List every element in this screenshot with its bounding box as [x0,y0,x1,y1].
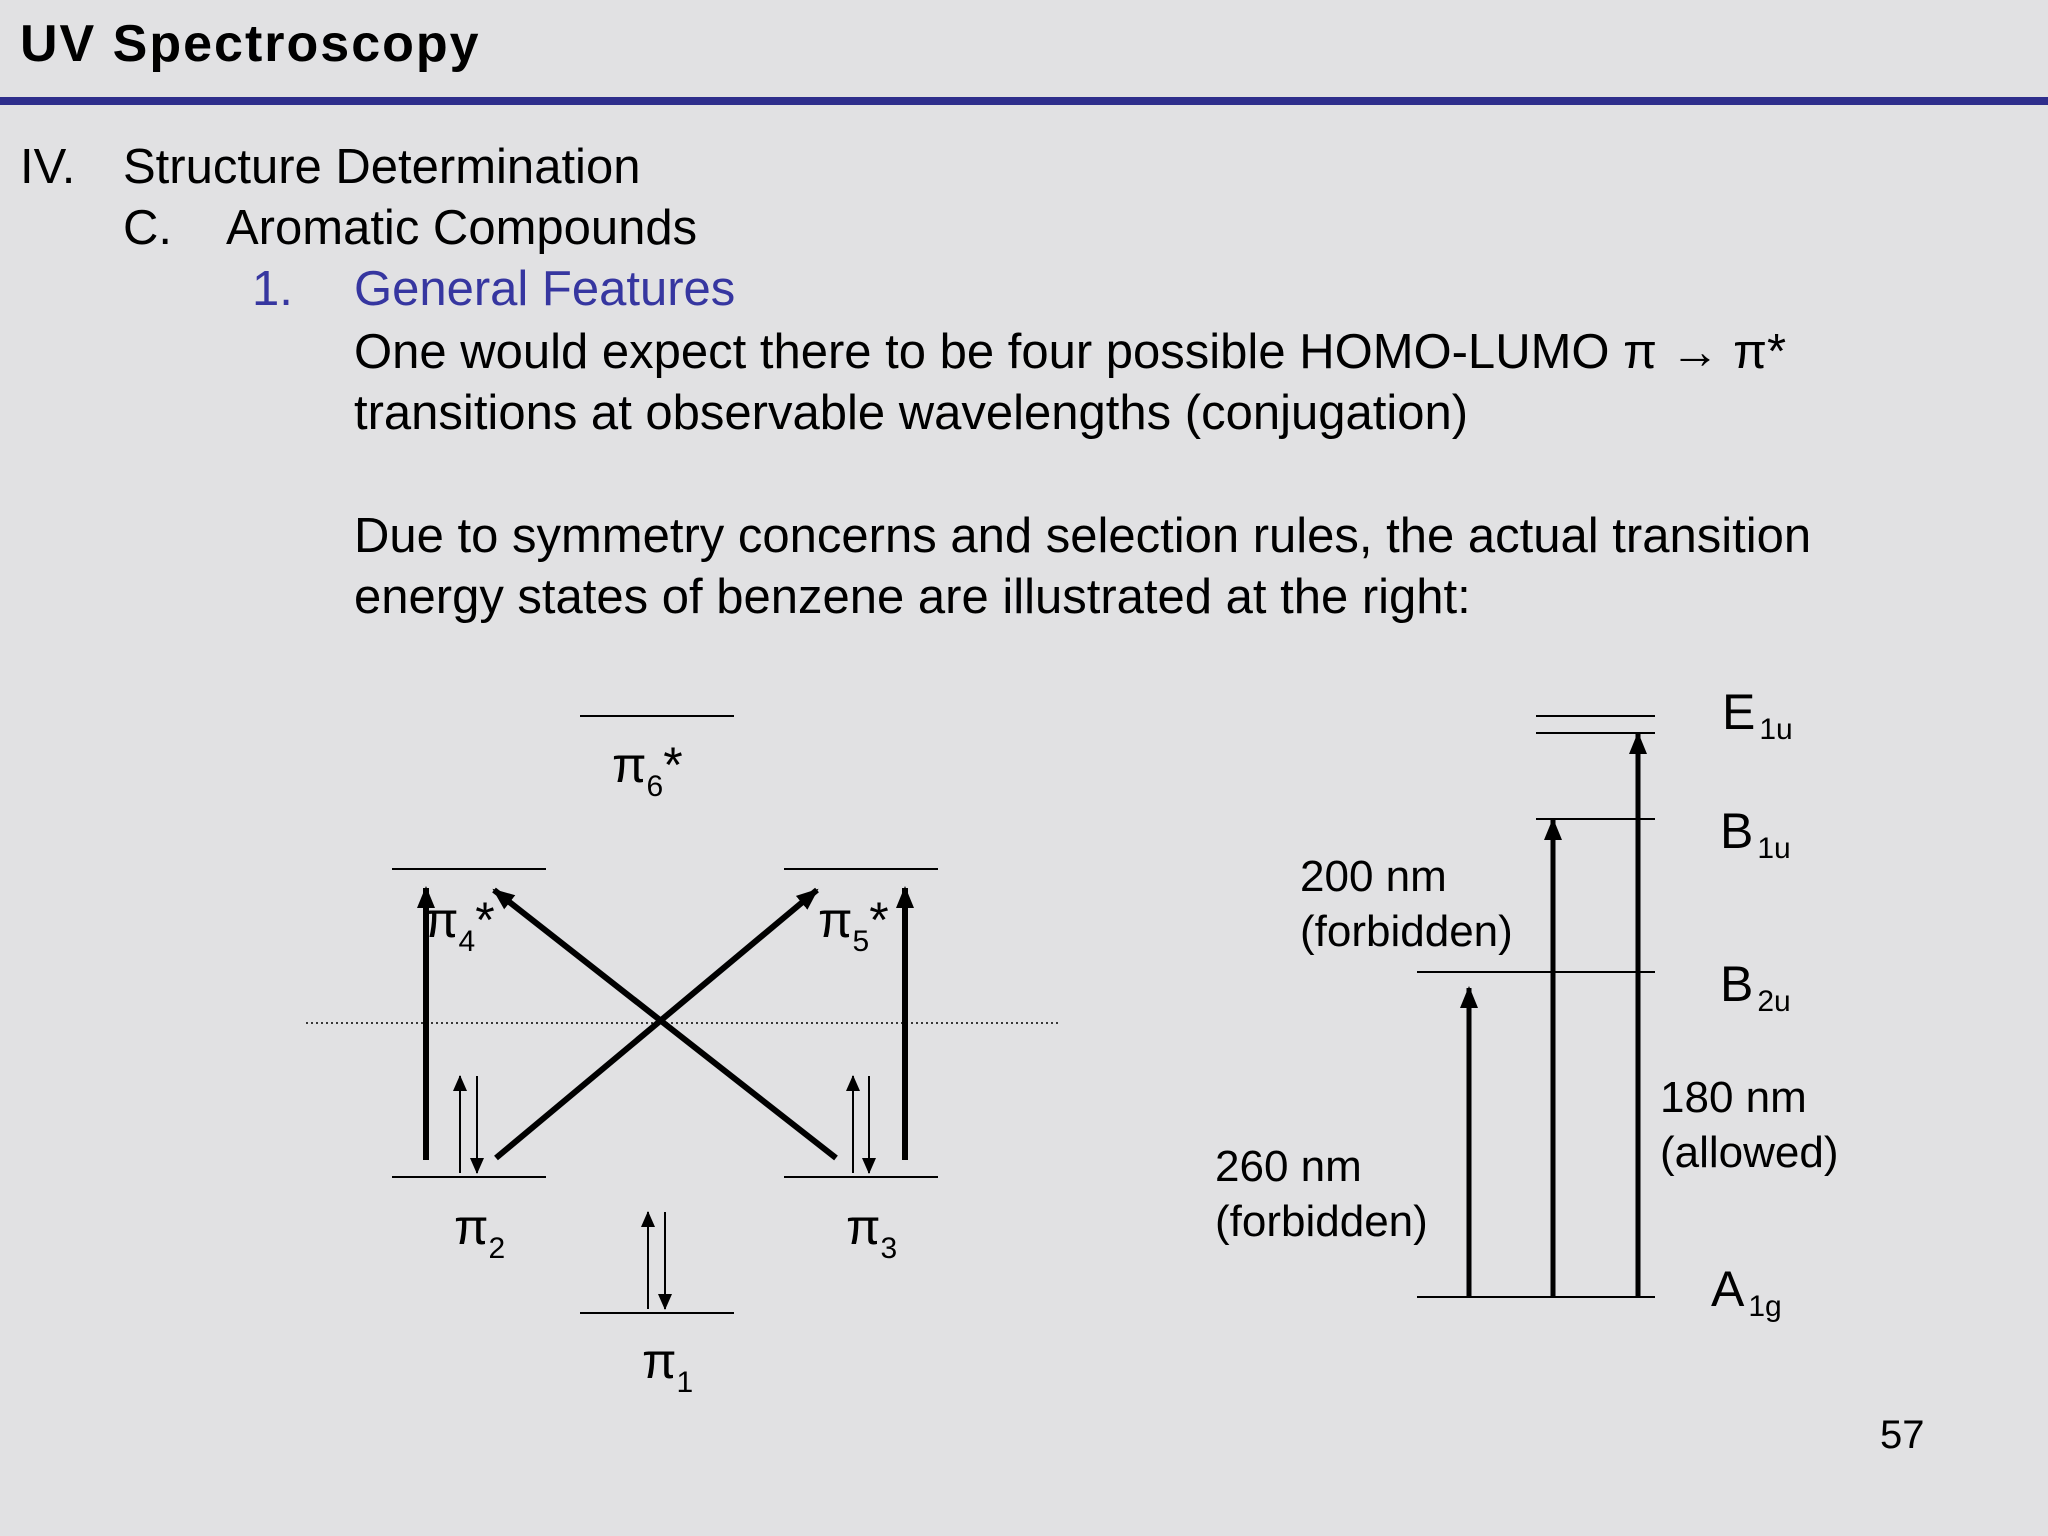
label-260nm-wavelength: 260 nm [1215,1142,1362,1191]
outline-level2-number: C. [123,201,172,255]
a1g-label: A $_{1g}$ [1711,1261,1782,1323]
outline-level1-text: Structure Determination [123,140,641,194]
paragraph-2-line-2: energy states of benzene are illustrated at the right: [354,570,1471,624]
label-180nm-wavelength: 180 nm [1660,1073,1807,1122]
b2u-label: B $_{2u}$ [1720,956,1791,1018]
page-number: 57 [1880,1413,1925,1457]
label-180nm-rule: (allowed) [1660,1128,1839,1177]
label-200nm-rule: (forbidden) [1300,907,1513,956]
pi3-label: $\pi_3$ [846,1199,898,1265]
outline-level3-text: General Features [354,262,736,316]
label-200nm-wavelength: 200 nm [1300,852,1447,901]
paragraph-1-line-1: One would expect there to be four possible HOMO-LUMO π → π* [354,325,1787,379]
pi2-label: $\pi_2$ [454,1199,506,1265]
pi4-label: $\pi_4*$ [424,892,495,958]
paragraph-2-line-1: Due to symmetry concerns and selection rules, the actual transition [354,509,1812,563]
label-260nm-rule: (forbidden) [1215,1197,1428,1246]
outline-level1-number: IV. [20,140,76,194]
pi1-label: $\pi_1$ [642,1333,694,1399]
mo-diagram [306,716,1058,1399]
outline-level3-number: 1. [252,262,293,316]
slide-title: UV Spectroscopy [20,15,481,73]
outline-level2-text: Aromatic Compounds [226,201,698,255]
paragraph-1-line-2: transitions at observable wavelengths (conjugation) [354,386,1469,440]
pi5-label: $\pi_5*$ [818,892,889,958]
pi6-label: $\pi_6*$ [612,737,683,803]
state-diagram [1215,684,1839,1323]
b1u-label: B $_{1u}$ [1720,803,1791,865]
e1u-label: E $_{1u}$ [1722,684,1793,746]
